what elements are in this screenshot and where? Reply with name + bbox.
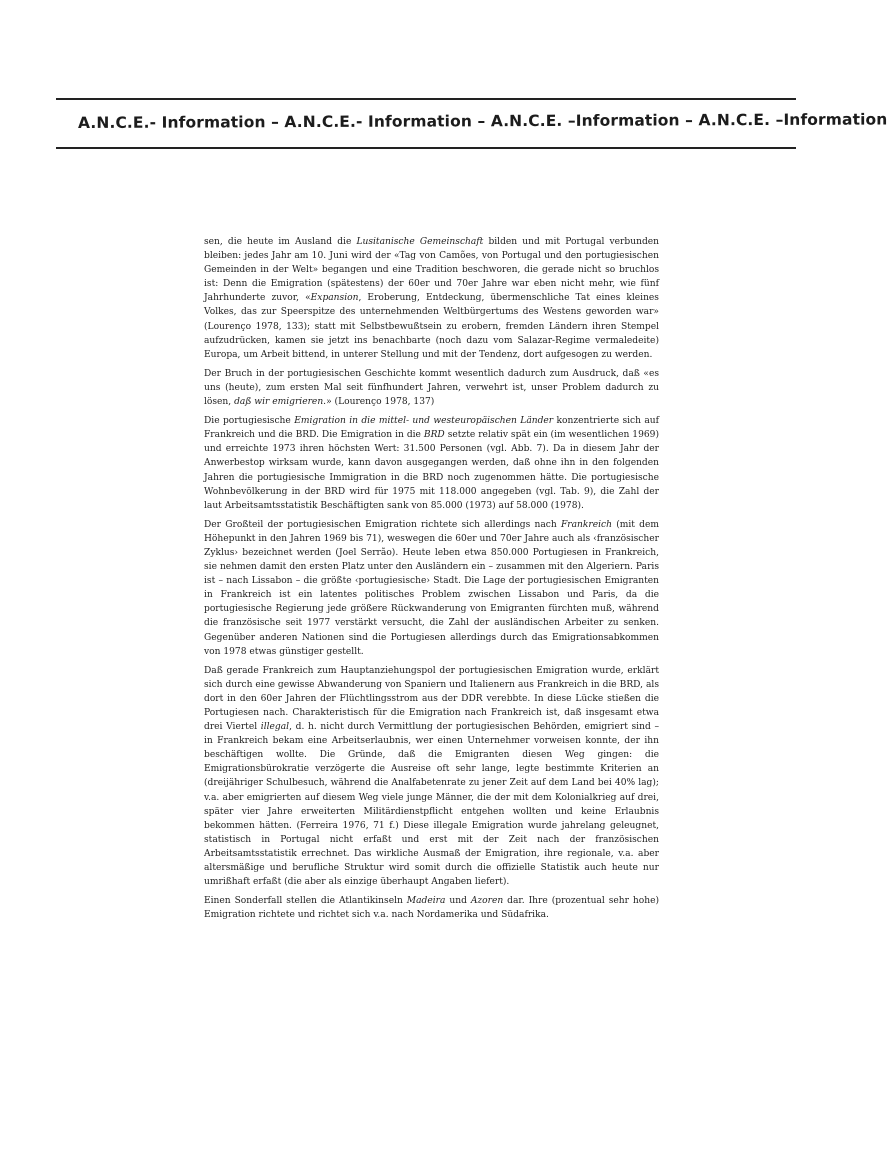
text-run: dar. Ihre (prozentual sehr hohe) Emigration richtete und richtet sich v.a. nach Nordamerika und Südafrika.: [204, 896, 659, 921]
text-run: , Eroberung, Entdeckung, übermenschliche Tat eines kleines Volkes, das zur Speerspitze des unternehmenden Weltbürgertums des Westens geworden war» (Lourenço 1978, 133); statt mit Selbstbewußtsein zu erobern, fremden Ländern ihren Stempel aufzudrücken, kamen sie jetzt ins benachbarte (noch dazu vom Salazar-Regime vermaledeite) Europa, um Arbeit bittend, in unterer Stellung und mit der Tendenz, dort aufgesogen zu werden.: [204, 293, 659, 360]
paragraph: [204, 235, 659, 362]
text-run: Daß gerade Frankreich zum Hauptanziehungspol der portugiesischen Emigration wurde, erklärt sich durch eine gewisse Abwanderung von Spaniern und Italienern aus Frankreich in die BRD, als dort in den 60er Jahren der Flüchtlingsstrom aus der DDR verebbte. In diese Lücke stießen die Portugiesen nach. Charakteristisch für die Emigration nach Frankreich ist, daß insgesamt etwa drei Viertel: [204, 665, 659, 733]
header-rule-top: [56, 98, 796, 100]
text-run: bilden und mit Portugal verbunden bleiben: jedes Jahr am 10. Juni wird der «Tag von Camões, von Portugal und den portugiesischen Gemeinden in der Welt» begangen und eine Tradition beschworen, die gerade nicht so bruchlos ist: Denn die Emigration (spätestens) der 60er und 70er Jahre war eben nicht mehr, wie fünf Jahrhunderte zuvor, «: [204, 237, 659, 304]
emphasis-run: daß wir emigrieren.: [234, 397, 327, 408]
emphasis-run: illegal: [260, 722, 290, 733]
emphasis-run: Azoren: [470, 896, 504, 907]
text-run: setzte relativ spät ein (im wesentlichen 1969) und erreichte 1973 ihren höchsten Wert: 31.500 Personen (vgl. Abb. 7). Da in diesem Jahr der Anwerbestop wirksam wurde, kann davon ausgegangen werden, daß ohne ihn in den folgenden Jahren die portugiesische Immigration in die BRD noch zugenommen hätte. Die portugiesische Wohnbevölkerung in der BRD wird für 1975 mit 118.000 angegeben (vgl. Tab. 9), die Zahl der laut Arbeitsamtsstatistik Beschäftigten sank von 85.000 (1973) auf 58.000 (1978).: [204, 430, 659, 511]
emphasis-run: Expansion: [310, 293, 359, 304]
text-run: konzentrierte sich auf Frankreich und die BRD. Die Emigration in die: [204, 416, 660, 441]
emphasis-run: BRD: [423, 430, 445, 441]
paragraph: [204, 367, 659, 409]
text-run: und: [445, 896, 471, 907]
text-run: Die portugiesische: [204, 416, 295, 427]
text-run: , d. h. nicht durch Vermittlung der portugiesischen Behörden, emigriert sind – in Frankreich bekam eine Arbeitserlaubnis, wer einen Unternehmer vorweisen konnte, der ihn beschäftigen wollte. Die Gründe, daß die Emigranten diesen Weg gingen: die Emigrationsbürokratie verzögerte die Ausreise oft sehr lange, legte bestimmte Kriterien an (dreijähriger Schulbesuch, während die Analfabetenrate zu jener Zeit auf dem Land bei 40% lag); v.a. aber emigrierten auf diesem Weg viele junge Männer, die der mit dem Kolonialkrieg auf drei, später vier Jahre erweiterten Militärdienstpflicht entgehen wollten und keine Erlaubnis bekommen hätten. (Ferreira 1976, 71 f.) Diese illegale Emigration wurde jahrelang geleugnet, statistisch in Portugal nicht erfaßt und erst mit der Zeit nach der französischen Arbeitsamtsstatistik errechnet. Das wirkliche Ausmaß der Emigration, ihre regionale, v.a. aber altersmäßige und berufliche Struktur wird somit durch die offizielle Statistik auch heute nur umrißhaft erfaßt (die aber als einzige überhaupt Angaben liefert).: [204, 722, 659, 888]
paragraph: [204, 518, 659, 659]
header-rule-bottom: [56, 147, 796, 149]
emphasis-run: Emigration in die mittel- und westeuropäischen Länder: [294, 416, 554, 427]
emphasis-run: Madeira: [406, 896, 446, 907]
paragraph: [204, 664, 659, 890]
running-header-text: A.N.C.E.- Information – A.N.C.E.- Information – A.N.C.E. –Information – A.N.C.E. –Information: [77, 110, 887, 132]
article-body: [204, 235, 659, 927]
text-run: Einen Sonderfall stellen die Atlantikinseln: [204, 896, 407, 907]
text-run: (mit dem Höhepunkt in den Jahren 1969 bis 71), weswegen die 60er und 70er Jahre auch als ‹französischer Zyklus› bezeichnet werden (Joel Serrão). Heute leben etwa 850.000 Portugiesen in Frankreich, sie nehmen damit den ersten Platz unter den Ausländern ein – zusammen mit den Algeriern. Paris ist – nach Lissabon – die größte ‹portugiesische› Stadt. Die Lage der portugiesischen Emigranten in Frankreich ist ein latentes politisches Problem zwischen Lissabon und Paris, da die portugiesische Regierung jede größere Rückwanderung von Emigranten fürchten muß, während die französische seit 1977 verstärkt versucht, die Zahl der ausländischen Arbeiter zu senken. Gegenüber anderen Nationen sind die Portugiesen allerdings durch das Emigrationsabkommen von 1978 etwas günstiger gestellt.: [204, 519, 659, 657]
text-run: Der Bruch in der portugiesischen Geschichte kommt wesentlich dadurch zum Ausdruck, daß «es uns (heute), zum ersten Mal seit fünfhundert Jahren, verwehrt ist, unser Problem dadurch zu lösen,: [204, 368, 659, 408]
text-run: » (Lourenço 1978, 137): [326, 397, 435, 408]
running-header: [77, 108, 887, 138]
text-run: sen, die heute im Ausland die: [204, 237, 357, 247]
paragraph: [204, 414, 659, 513]
text-run: Der Großteil der portugiesischen Emigration richtete sich allerdings nach: [204, 519, 561, 530]
emphasis-run: Lusitanische Gemeinschaft: [356, 237, 484, 247]
emphasis-run: Frankreich: [560, 519, 612, 530]
paragraph: [204, 894, 659, 922]
